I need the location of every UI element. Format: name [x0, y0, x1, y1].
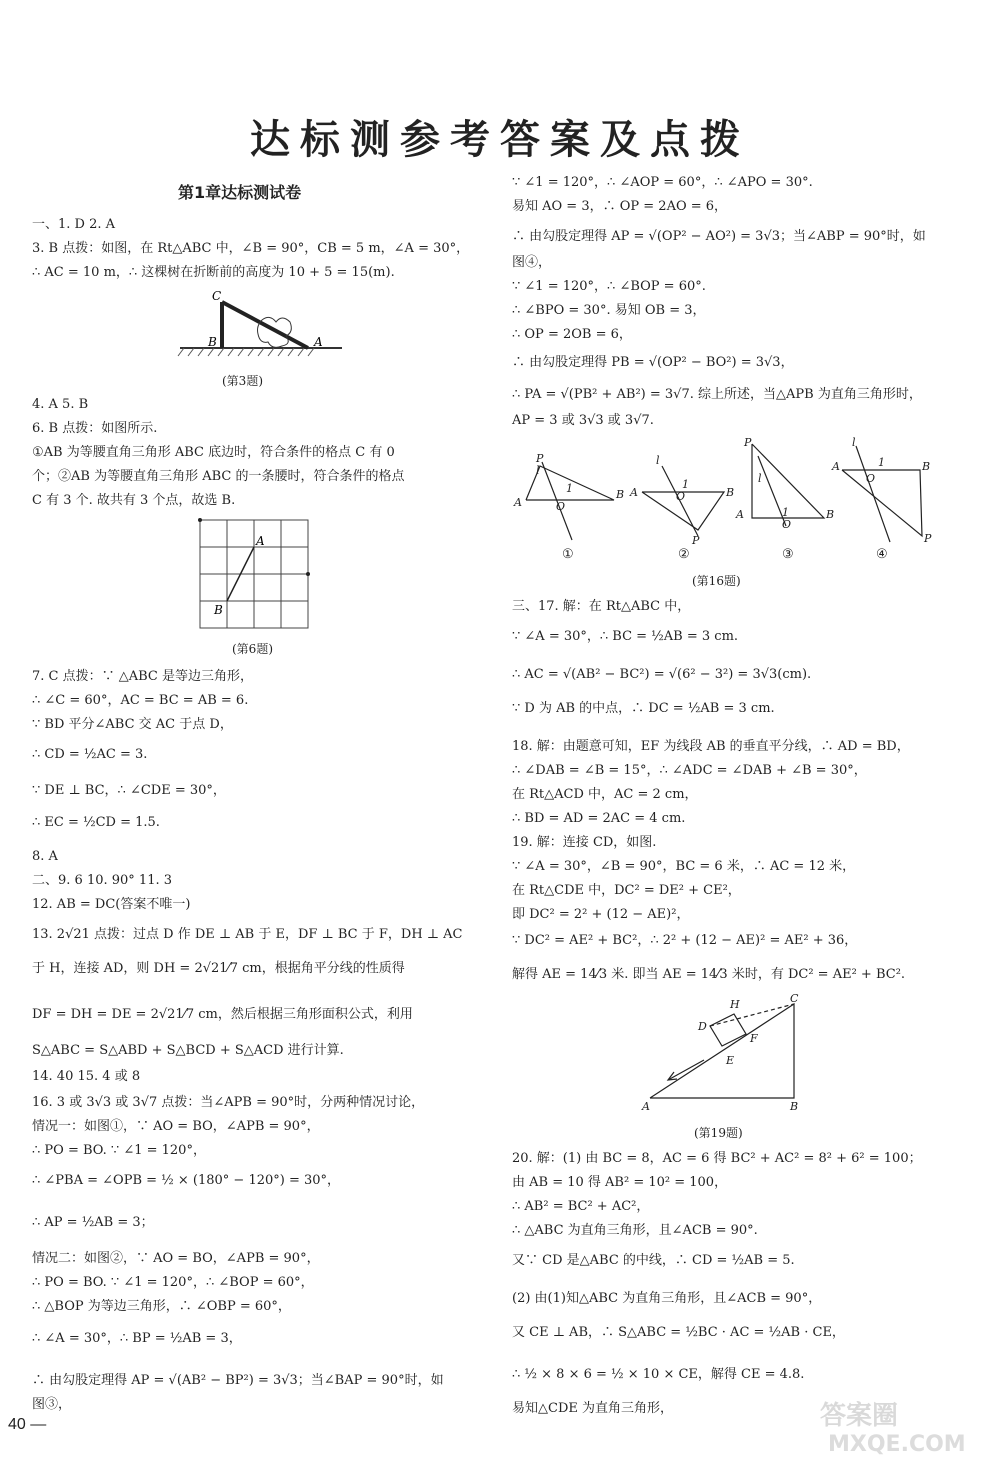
- answer-line: 由 AB = 10 得 AB² = 10² = 100，: [512, 1175, 728, 1190]
- svg-text:l: l: [656, 454, 660, 467]
- answer-line: ∴ ∠A = 30°，∴ BP = ½AB = 3，: [32, 1331, 242, 1346]
- answer-line: 二、9. 6 10. 90° 11. 3: [32, 873, 172, 888]
- answer-line: ∴ 由勾股定理得 AP = √(AB² − BP²) = 3√3；当∠BAP = 90°时，如: [32, 1373, 444, 1388]
- answer-line: ∴ EC = ½CD = 1.5.: [32, 815, 160, 830]
- answer-line: ∴ OP = 2OB = 6，: [512, 327, 632, 342]
- answer-line: ∴ AC = 10 m，∴ 这棵树在折断前的高度为 10 + 5 = 15(m).: [32, 265, 395, 280]
- answer-line: 13. 2√21 点拨：过点 D 作 DE ⊥ AB 于 E，DF ⊥ BC 于 F，DH ⊥ AC: [32, 927, 463, 942]
- svg-text:A: A: [642, 1100, 650, 1113]
- answer-line: 图③，: [32, 1397, 72, 1412]
- svg-text:O: O: [782, 518, 792, 531]
- label-c: C: [212, 290, 222, 303]
- answer-line: 又 CE ⊥ AB，∴ S△ABC = ½BC · AC = ½AB · CE，: [512, 1325, 845, 1340]
- answer-line: 19. 解：连接 CD，如图.: [512, 835, 657, 850]
- fig16-label-2: ②: [678, 547, 690, 562]
- svg-text:A: A: [514, 496, 522, 509]
- answer-line: 图④，: [512, 255, 552, 270]
- svg-text:B: B: [616, 488, 625, 501]
- svg-text:P: P: [924, 532, 932, 545]
- svg-text:B: B: [922, 460, 931, 473]
- svg-text:1: 1: [878, 456, 885, 469]
- answer-line: 16. 3 或 3√3 或 3√7 点拨：当∠APB = 90°时，分两种情况讨论，: [32, 1095, 425, 1110]
- svg-text:A: A: [736, 508, 744, 521]
- page-number: 40 —: [8, 1416, 47, 1433]
- svg-text:A: A: [630, 486, 638, 499]
- label-a: A: [256, 534, 265, 548]
- svg-text:P: P: [536, 452, 544, 465]
- svg-text:B: B: [826, 508, 835, 521]
- svg-text:1: 1: [566, 482, 573, 495]
- svg-text:l: l: [758, 472, 762, 485]
- answer-line: ∵ DE ⊥ BC，∴ ∠CDE = 30°，: [32, 783, 226, 798]
- answer-line: ∵ ∠1 = 120°，∴ ∠AOP = 60°，∴ ∠APO = 30°.: [512, 175, 813, 190]
- answer-line: ∴ ∠C = 60°，AC = BC = AB = 6.: [32, 693, 249, 708]
- answer-line: ∴ △BOP 为等边三角形，∴ ∠OBP = 60°，: [32, 1299, 291, 1314]
- answer-line: 18. 解：由题意可知，EF 为线段 AB 的垂直平分线，∴ AD = BD，: [512, 739, 910, 754]
- answer-line: 3. B 点拨：如图，在 Rt△ABC 中，∠B = 90°，CB = 5 m，∠A = 30°，: [32, 241, 470, 256]
- answer-line: 解得 AE = 14⁄3 米. 即当 AE = 14⁄3 米时，有 DC² = AE² + BC².: [512, 967, 906, 982]
- answer-line: ∴ AC = √(AB² − BC²) = √(6² − 3²) = 3√3(cm).: [512, 667, 812, 682]
- svg-text:O: O: [676, 490, 686, 503]
- answer-line: ∵ ∠A = 30°，∴ BC = ½AB = 3 cm.: [512, 629, 739, 644]
- answer-line: ∴ 由勾股定理得 AP = √(OP² − AO²) = 3√3；当∠ABP = 90°时，如: [512, 229, 926, 244]
- answer-line: ∵ D 为 AB 的中点，∴ DC = ½AB = 3 cm.: [512, 701, 775, 716]
- answer-line: ∴ PA = √(PB² + AB²) = 3√7. 综上所述，当△APB 为直角三角形时，: [512, 387, 922, 402]
- svg-text:C: C: [790, 992, 799, 1005]
- answer-line: 6. B 点拨：如图所示.: [32, 421, 158, 436]
- answer-line: C 有 3 个. 故共有 3 个点，故选 B.: [32, 493, 236, 508]
- svg-text:l: l: [536, 464, 540, 477]
- svg-text:P: P: [692, 534, 700, 547]
- answer-line: ∵ DC² = AE² + BC²，∴ 2² + (12 − AE)² = AE² + 36，: [512, 933, 858, 948]
- page-title: 达标测参考答案及点拨: [250, 116, 750, 163]
- svg-text:1: 1: [782, 506, 789, 519]
- svg-text:F: F: [750, 1032, 758, 1045]
- fig16-label-4: ④: [876, 547, 888, 562]
- answer-line: ∵ ∠A = 30°，∠B = 90°，BC = 6 米，∴ AC = 12 米，: [512, 859, 856, 874]
- answer-line: 个；②AB 为等腰直角三角形 ABC 的一条腰时，符合条件的格点: [32, 469, 405, 484]
- svg-text:H: H: [730, 998, 740, 1011]
- answer-line: ∴ △ABC 为直角三角形，且∠ACB = 90°.: [512, 1223, 758, 1238]
- svg-text:E: E: [726, 1054, 735, 1067]
- figure-q19: [636, 992, 816, 1116]
- answer-line: 4. A 5. B: [32, 397, 89, 412]
- figure-q16: [512, 436, 942, 566]
- svg-text:A: A: [832, 460, 840, 473]
- answer-line: 情况二：如图②，∵ AO = BO，∠APB = 90°，: [32, 1251, 320, 1266]
- answer-line: ∴ ∠DAB = ∠B = 15°，∴ ∠ADC = ∠DAB + ∠B = 30°，: [512, 763, 867, 778]
- answer-line: ∴ CD = ½AC = 3.: [32, 747, 148, 762]
- answer-line: (2) 由(1)知△ABC 为直角三角形，且∠ACB = 90°，: [512, 1291, 822, 1306]
- svg-text:D: D: [698, 1020, 707, 1033]
- chapter-heading: 第1章达标测试卷: [178, 183, 302, 202]
- fig16-label-1: ①: [562, 547, 574, 562]
- answer-line: 即 DC² = 2² + (12 − AE)²，: [512, 907, 690, 922]
- caption-q6: (第6题): [232, 642, 273, 656]
- answer-line: ①AB 为等腰直角三角形 ABC 底边时，符合条件的格点 C 有 0: [32, 445, 395, 460]
- answer-line: S△ABC = S△ABD + S△BCD + S△ACD 进行计算.: [32, 1043, 344, 1058]
- answer-line: 三、17. 解：在 Rt△ABC 中，: [512, 599, 691, 614]
- svg-text:1: 1: [682, 478, 689, 491]
- answer-line: 8. A: [32, 849, 58, 864]
- label-b: B: [214, 603, 223, 617]
- caption-q19: (第19题): [694, 1126, 743, 1140]
- answer-line: 情况一：如图①，∵ AO = BO，∠APB = 90°，: [32, 1119, 320, 1134]
- answer-line: ∴ PO = BO. ∵ ∠1 = 120°，∴ ∠BOP = 60°，: [32, 1275, 314, 1290]
- svg-text:O: O: [866, 472, 876, 485]
- answer-line: 易知 AO = 3，∴ OP = 2AO = 6，: [512, 199, 728, 214]
- figure-q6-grid: [194, 514, 314, 634]
- answer-line: 7. C 点拨：∵ △ABC 是等边三角形，: [32, 669, 254, 684]
- label-a: A: [314, 335, 323, 349]
- answer-line: ∴ BD = AD = 2AC = 4 cm.: [512, 811, 686, 826]
- answer-line: 易知△CDE 为直角三角形，: [512, 1401, 673, 1416]
- fig16-label-3: ③: [782, 547, 794, 562]
- answer-line: ∴ ½ × 8 × 6 = ½ × 10 × CE，解得 CE = 4.8.: [512, 1367, 805, 1382]
- answer-line: 于 H，连接 AD，则 DH = 2√21⁄7 cm，根据角平分线的性质得: [32, 961, 405, 976]
- caption-q3: (第3题): [222, 374, 263, 388]
- answer-line: 在 Rt△CDE 中，DC² = DE² + CE²，: [512, 883, 741, 898]
- answer-line: DF = DH = DE = 2√21⁄7 cm，然后根据三角形面积公式，利用: [32, 1007, 413, 1022]
- answer-line: ∴ ∠BPO = 30°. 易知 OB = 3，: [512, 303, 706, 318]
- answer-line: 在 Rt△ACD 中，AC = 2 cm，: [512, 787, 698, 802]
- figure-q3: [172, 290, 352, 358]
- answer-line: 12. AB = DC(答案不唯一): [32, 897, 191, 912]
- answer-line: ∵ BD 平分∠ABC 交 AC 于点 D，: [32, 717, 233, 732]
- watermark-logo: 答案圈: [820, 1401, 899, 1431]
- answer-line: ∴ AB² = BC² + AC²，: [512, 1199, 650, 1214]
- answer-line: ∴ AP = ½AB = 3；: [32, 1215, 154, 1230]
- svg-text:P: P: [744, 436, 752, 449]
- watermark-url: MXQE.COM: [828, 1432, 966, 1457]
- answer-line: 20. 解：(1) 由 BC = 8，AC = 6 得 BC² + AC² = 8² + 6² = 100；: [512, 1151, 922, 1166]
- caption-q16: (第16题): [692, 574, 741, 588]
- svg-text:B: B: [726, 486, 735, 499]
- svg-text:l: l: [852, 436, 856, 449]
- answer-line: 又∵ CD 是△ABC 的中线，∴ CD = ½AB = 5.: [512, 1253, 795, 1268]
- answer-line: ∴ ∠PBA = ∠OPB = ½ × (180° − 120°) = 30°，: [32, 1173, 341, 1188]
- answer-line: ∴ PO = BO. ∵ ∠1 = 120°，: [32, 1143, 206, 1158]
- label-b: B: [208, 335, 217, 349]
- answer-line: AP = 3 或 3√3 或 3√7.: [512, 413, 654, 428]
- answer-line: 一、1. D 2. A: [32, 217, 116, 232]
- answer-line: 14. 40 15. 4 或 8: [32, 1069, 141, 1084]
- svg-text:O: O: [556, 500, 566, 513]
- answer-line: ∴ 由勾股定理得 PB = √(OP² − BO²) = 3√3，: [512, 355, 794, 370]
- svg-text:B: B: [790, 1100, 799, 1113]
- answer-line: ∵ ∠1 = 120°，∴ ∠BOP = 60°.: [512, 279, 706, 294]
